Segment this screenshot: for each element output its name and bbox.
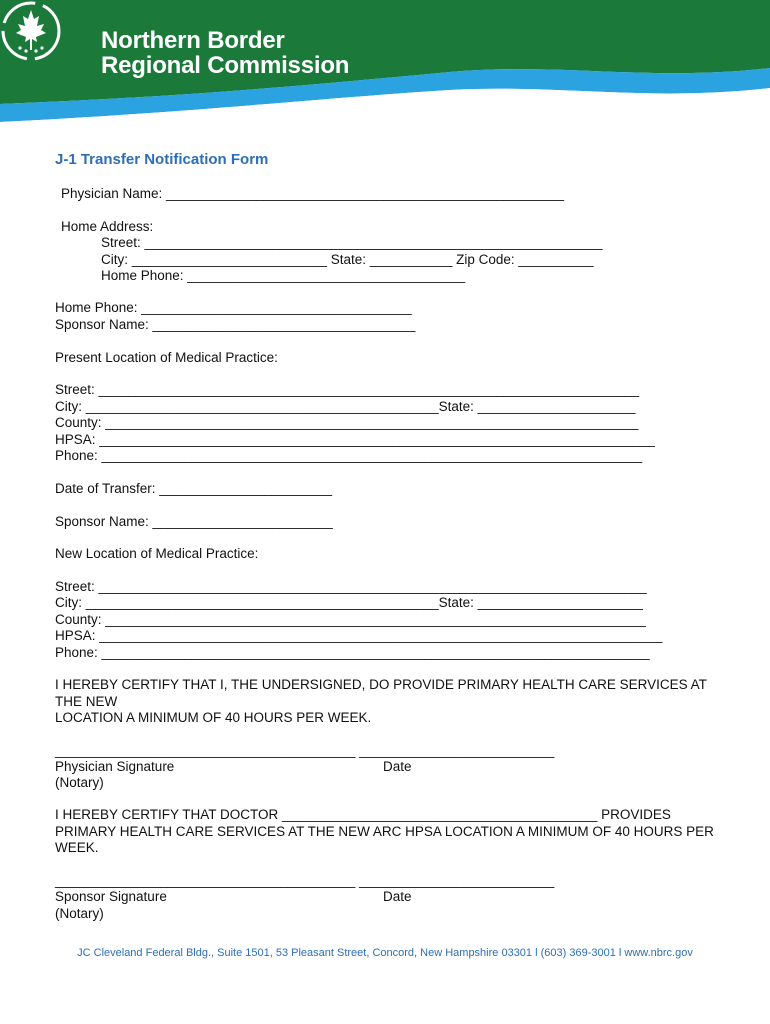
new-county-field[interactable]: County: ________________________________________________________________________ — [55, 612, 646, 627]
date-of-transfer-field[interactable]: Date of Transfer: _______________________ — [55, 481, 332, 496]
home-address-label: Home Address: — [61, 219, 154, 234]
signature-line-2[interactable]: ________________________________________ __________________________ — [55, 873, 555, 888]
new-street-field[interactable]: Street: _________________________________________________________________________ — [55, 579, 647, 594]
home-phone-field[interactable]: Home Phone: ____________________________________ — [55, 300, 412, 315]
new-location-heading: New Location of Medical Practice: — [55, 546, 259, 561]
present-city-field[interactable]: City: _______________________________________________State: _____________________ — [55, 399, 636, 414]
header-banner — [0, 0, 770, 125]
date-label-2: Date — [383, 889, 412, 904]
notary-label-2: (Notary) — [55, 906, 104, 921]
home-phone-indented-field[interactable]: Home Phone: _____________________________________ — [101, 268, 466, 283]
new-phone-field[interactable]: Phone: _________________________________________________________________________ — [55, 645, 650, 660]
sponsor-name-2-field[interactable]: Sponsor Name: ________________________ — [55, 514, 333, 529]
notary-label-1: (Notary) — [55, 775, 104, 790]
present-location-heading: Present Location of Medical Practice: — [55, 350, 278, 365]
new-city-field[interactable]: City: _______________________________________________State: ______________________ — [55, 595, 643, 610]
new-hpsa-field[interactable]: HPSA: ___________________________________________________________________________ — [55, 628, 663, 643]
certify-statement-1b-text: LOCATION A MINIMUM OF 40 HOURS PER WEEK. — [55, 710, 372, 725]
present-phone-field[interactable]: Phone: ________________________________________________________________________ — [55, 448, 643, 463]
sponsor-name-field[interactable]: Sponsor Name: ___________________________________ — [55, 317, 416, 332]
footer-address: JC Cleveland Federal Bldg., Suite 1501, 53 Pleasant Street, Concord, New Hampshire 03301 l (603) 369-3001 l www.nbrc.gov — [77, 947, 693, 959]
home-street-field[interactable]: Street: _____________________________________________________________ — [101, 235, 603, 250]
maple-leaf-icon — [0, 0, 62, 62]
present-street-field[interactable]: Street: ________________________________________________________________________ — [55, 382, 640, 397]
present-county-field[interactable]: County: _______________________________________________________________________ — [55, 415, 639, 430]
date-label-1: Date — [383, 759, 412, 774]
sponsor-signature-label: Sponsor Signature — [55, 889, 167, 904]
org-name — [101, 28, 349, 78]
certify-statement-2: I HEREBY CERTIFY THAT DOCTOR __________________________________________ PROVIDES PRIMARY HEALTH CARE SERVICES AT THE NEW ARC HPSA LOCATION A MINIMUM OF 40 HOURS PER WEEK. — [55, 807, 714, 855]
signature-line-1[interactable]: ________________________________________ __________________________ — [55, 743, 555, 758]
certify-statement-1 — [55, 677, 725, 727]
physician-name-field[interactable]: Physician Name: _____________________________________________________ — [61, 186, 564, 201]
form-title: J-1 Transfer Notification Form — [55, 151, 269, 168]
certify-statement-1-text: I HEREBY CERTIFY THAT I, THE UNDERSIGNED, DO PROVIDE PRIMARY HEALTH CARE SERVICES AT THE NEW — [55, 677, 707, 709]
home-city-state-zip-field[interactable]: City: __________________________ State: ___________ Zip Code: __________ — [101, 252, 594, 267]
present-hpsa-field[interactable]: HPSA: __________________________________________________________________________ — [55, 432, 655, 447]
physician-signature-label: Physician Signature — [55, 759, 175, 774]
org-name-line2: Regional Commission — [101, 52, 350, 79]
org-name-line1: Northern Border — [101, 27, 285, 54]
